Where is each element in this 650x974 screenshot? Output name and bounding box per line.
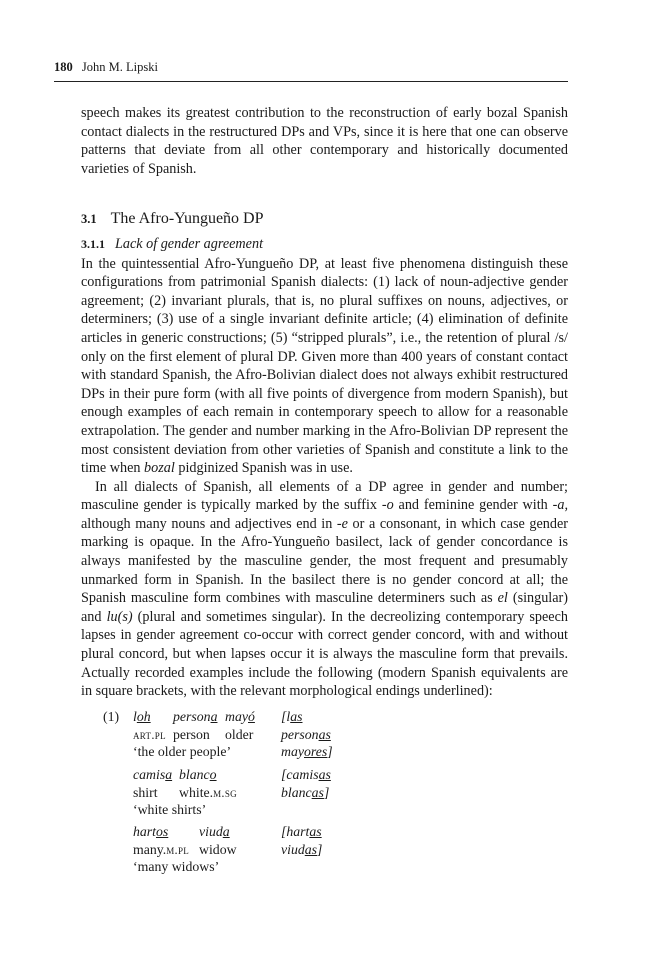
example-a-translation: ‘the older people’ [133,744,232,760]
p2-text-a: In all dialects of Spanish, all elements of a DP agree in gender and number; masculine gender is typically marked by the suffix [81,478,568,514]
paragraph-2 [81,478,568,701]
p1-emphasis: bozal [144,460,175,477]
p1-text-a: In the quintessential Afro-Yungueño DP, at least five phenomena distinguish these configurations from patrimonial Spanish dialects: (1) lack of noun-adjective gender agreement; (2) invariant plurals, that is, no plural suffixes on nouns, adjectives, or determiners; (3) use of a single invariant definite article; (4) elimination of definite articles in generic constructions; (5) “stripped plurals”, i.e., the retention of plural /s/ only on the first element of plural DP. Given more than 400 years of constant contact with standard Spanish, the Afro-Bolivian dialect does not always exhibit restructured DPs in their pure form (with all five points of divergence from modern Spanish), but enough examples of each remain in contemporary speech to allow for a reasonable extrapolation. The gender and number marking in the Afro-Bolivian DP represent the most consistent deviation from other varieties of Spanish and constitute a link to the time when [81,255,568,477]
example-c-equivalent: [hartas viudas] [281,824,323,857]
paragraph-1 [81,255,568,478]
running-author: John M. Lipski [81,60,158,74]
intro-text: speech makes its greatest contribution to the reconstruction of early bozal Spanish contact dialects in the restructured DPs and VPs, since it is here that one can observe patterns that deviate from all other contemporary and historically documented varieties of Spanish. [81,105,568,177]
subsection-number: 3.1.1 [81,236,105,251]
subsection-title: Lack of gender agreement [115,235,264,252]
example-b-words: camisa blanco [133,767,217,782]
p2-text-d: or a consonant, in which case gender marking is opaque. In the Afro-Yungueño basilect, lack of gender concordance is always manifested by the masculine gender, the most frequent and presumably unmarked form in Spanish. In the basilect there is no gender concord at all; the Spanish masculine form combines with masculine determiners such as [81,515,568,607]
page-number: 180 [54,60,73,74]
p2-emphasis-3: -e [336,515,348,532]
p1-text-b: pidginized Spanish was in use. [174,460,353,477]
example-b-gloss: shirt white.m.sg [133,784,237,800]
intro-paragraph [81,104,568,178]
example-c-gloss: many.m.pl widow [133,841,237,857]
p2-text-c: although many nouns and adjectives end in [81,515,337,532]
example-item-c [133,823,323,876]
example-a-equivalent: [las personas mayores] [281,709,333,760]
p2-text-f: (plural and sometimes singular). In the decreolizing contemporary speech lapses in gender agreement co-occur with correct gender concord, with and without plural concord, but when lapses occur it is always the masculine form that prevails. Actually recorded examples include the following (modern Spanish equivalents are in square brackets, with the relevant morphological endings underlined): [81,608,568,700]
running-header [54,60,568,82]
example-b-translation: ‘white shirts’ [133,802,207,818]
main-text [81,104,568,701]
p2-emphasis-4: el [497,590,508,607]
section-heading [81,210,568,229]
example-item-a [133,708,333,761]
example-c-words: hartos viuda [133,824,230,839]
example-number: (1) [103,709,120,724]
p2-text-e: (singular) and [81,590,568,625]
section-number: 3.1 [81,212,97,227]
example-a-words: loh persona mayó [133,709,255,724]
p2-emphasis-5: lu(s) [106,608,133,625]
p2-text-b: and feminine gender with [393,497,553,514]
subsection-heading [81,235,568,254]
example-a-gloss: art.pl person older [133,726,254,742]
section-title: The Afro-Yungueño DP [110,210,264,228]
p2-emphasis-1: -o [381,497,394,514]
example-c-translation: ‘many widows’ [133,859,220,875]
example-b-equivalent: [camisas blancas] [281,767,331,800]
p2-emphasis-2: -a, [552,497,568,514]
example-item-b [133,766,331,819]
